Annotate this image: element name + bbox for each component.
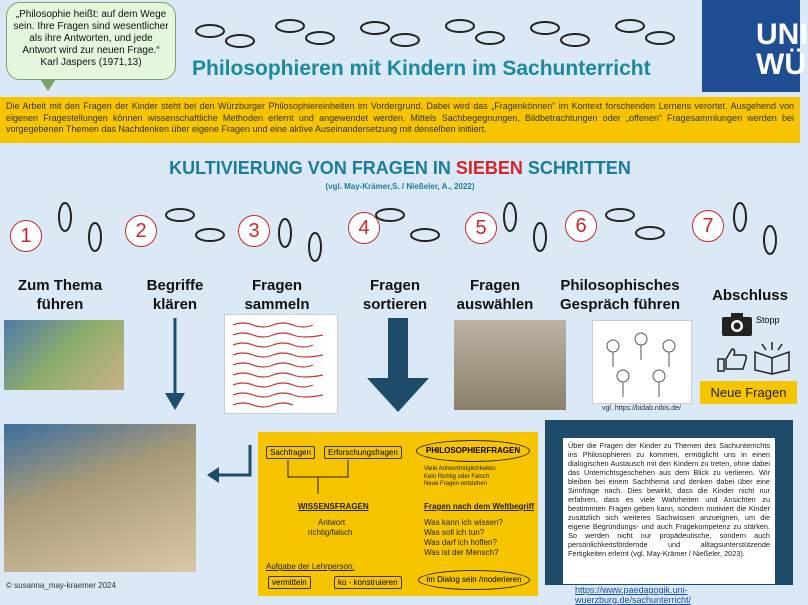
wissensfragen-label: WISSENSFRAGEN xyxy=(298,502,369,511)
quote-bubble xyxy=(6,2,176,80)
logo-line1: UNI xyxy=(756,18,808,51)
photo-credit: vgl. https://bidab.nibis.de/ xyxy=(602,405,681,412)
section-subheading: (vgl. May-Krämer,S. / Nießeler, A., 2022) xyxy=(325,182,475,191)
photo-children-sorting xyxy=(4,424,196,572)
camera-icon xyxy=(720,310,754,338)
konstruieren-box: ko - konstruieren xyxy=(334,576,402,589)
quote-text: „Philosophie heißt: auf dem Wege sein. Ihre Fragen sind wesentlicher als ihre Antworten, und jede Antwort wird zur neuen Frage.“ xyxy=(13,9,169,56)
quote-bubble-tail xyxy=(40,79,56,91)
quote-author: Karl Jaspers (1971,13) xyxy=(40,57,142,68)
university-logo xyxy=(702,0,808,92)
explanation-text: Über die Fragen der Kinder zu Themen des Sachunterrichts ins Philosophieren zu kommen, ermöglicht uns in einen dialogischen Austausch mit den Kindern zu treten, ohne dabei das Unterrichtsgeschehen aus dem Blick zu verlieren. Wir bleiben bei einem Sachthema und denken dabei über eine Sinnfrage nach. Dies bewirkt, dass die Kinder nicht nur erfahren, dass es viele Wahrheiten und Ansichten zu bestimmten Fragen geben kann, sondern motiviert die Kinder zusätzlich sich weiteres Sachwissen anzueignen, um die eigene Begründungs- und auch Fragekompetenz zu stärken. So werden nicht nur propädeutische, sondern auch persönlichkeitsfördernde und alltagsunterstützende Fertigkeiten erlernt (vgl. May-Krämer / Nießeler, 2023). xyxy=(563,438,775,584)
step-number-4: 4 xyxy=(348,212,380,244)
step-number-6: 6 xyxy=(565,210,597,242)
step-number-1: 1 xyxy=(10,220,42,252)
page-title: Philosophieren mit Kindern im Sachunterricht xyxy=(192,57,651,80)
stopp-label: Stopp xyxy=(756,315,780,325)
step-number-2: 2 xyxy=(125,215,157,247)
arrow-down-large xyxy=(365,318,431,414)
step-label-1 xyxy=(5,276,115,314)
section-heading xyxy=(0,158,800,179)
steps-footprints xyxy=(40,195,800,270)
question-3: Was darf ich hoffen? xyxy=(424,538,497,547)
question-4: Was ist der Mensch? xyxy=(424,548,499,557)
weltbegriff-label: Fragen nach dem Weltbegriff xyxy=(424,502,535,511)
step-number-5: 5 xyxy=(465,212,497,244)
dialog-ellipse: im Dialog sein /moderieren xyxy=(418,570,530,590)
copyright: © susanna_may-kraemer 2024 xyxy=(6,581,116,590)
step-label-7 xyxy=(700,286,800,305)
step-label-6 xyxy=(545,276,695,314)
step4-line1: Fragen xyxy=(369,277,420,294)
philosophierfragen-ellipse: PHILOSOPHIERFRAGEN xyxy=(416,440,530,462)
photo-plant-objects xyxy=(454,320,566,410)
erforschungsfragen-box: Erforschungsfragen xyxy=(324,446,402,459)
kant-questions xyxy=(424,518,503,558)
arrow-down-small xyxy=(160,318,190,413)
aufgabe-label: Aufgabe der Lehrperson: xyxy=(266,562,355,571)
philo-point-1: Viele Antwortmöglichkeiten xyxy=(424,466,496,472)
step2-line2: klären xyxy=(152,296,198,313)
step-label-2 xyxy=(120,276,230,314)
step-number-3: 3 xyxy=(238,215,270,247)
arrow-corner xyxy=(205,440,255,490)
step3-line2: sammeln xyxy=(244,296,310,313)
step-label-3 xyxy=(222,276,332,314)
open-book-icon xyxy=(752,338,792,374)
question-types-diagram xyxy=(258,432,538,596)
photo-children-circle xyxy=(4,320,124,390)
explanation-panel xyxy=(545,420,793,585)
question-2: Was soll ich tun? xyxy=(424,528,485,537)
philo-point-3: Neue Fragen entstehen xyxy=(424,481,488,487)
neue-fragen-box: Neue Fragen xyxy=(700,381,797,404)
handwriting-scribbles xyxy=(225,315,337,413)
antwort-label: Antwort xyxy=(318,518,346,527)
step7-line1: Abschluss xyxy=(712,287,788,304)
step2-line1: Begriffe xyxy=(146,277,204,294)
richtig-falsch-label: richtig/falsch xyxy=(308,528,353,537)
step3-line1: Fragen xyxy=(251,277,302,294)
website-link[interactable]: https://www.paedagogik.uni-wuerzburg.de/sachunterricht/ xyxy=(575,585,692,605)
heading-part2: SCHRITTEN xyxy=(522,158,631,178)
step4-line2: sortieren xyxy=(362,296,428,313)
step-number-7: 7 xyxy=(692,210,724,242)
drawing-figures xyxy=(593,321,691,403)
philo-point-2: Kein Richtig oder Falsch xyxy=(424,473,490,480)
step5-line1: Fragen xyxy=(469,277,520,294)
step5-line2: auswählen xyxy=(456,296,534,313)
step-label-5 xyxy=(440,276,550,314)
question-1: Was kann ich wissen? xyxy=(424,518,503,527)
photo-drawing-discussion xyxy=(592,320,692,404)
intro-text: Die Arbeit mit den Fragen der Kinder steht bei den Würzburger Philosophiereinheiten im Vordergrund. Dabei wird das „Fragenkönnen“ im Kontext forschenden Lernens verortet. Ausgehend von eigenen Fragestellungen können wissenschaftliche Methoden erlernt und angewendet werden. Mittels Sachbegegnungen, Bildbetrachtungen oder „offenen“ Fragesammlungen werden bei vorgegebenen Themen das Nachdenken über eigene Fragen und eine aktive Auseinandersetzung mit denselben initiiert. xyxy=(0,97,800,143)
heading-red: SIEBEN xyxy=(455,158,523,178)
sachfragen-box: Sachfragen xyxy=(266,446,315,459)
logo-line2: WÜ xyxy=(756,48,806,81)
thumbs-up-icon xyxy=(714,345,750,373)
heading-part1: KULTIVIERUNG VON FRAGEN IN xyxy=(169,158,456,178)
step1-line1: Zum Thema xyxy=(17,277,103,294)
step1-line2: führen xyxy=(36,296,84,313)
vermitteln-box: vermitteln xyxy=(268,576,311,589)
step-label-4 xyxy=(340,276,450,314)
photo-handwritten-questions xyxy=(224,314,338,414)
step6-line2: Gespräch führen xyxy=(559,296,681,313)
footprints-decoration xyxy=(180,6,700,56)
step6-line1: Philosophisches xyxy=(560,277,680,294)
